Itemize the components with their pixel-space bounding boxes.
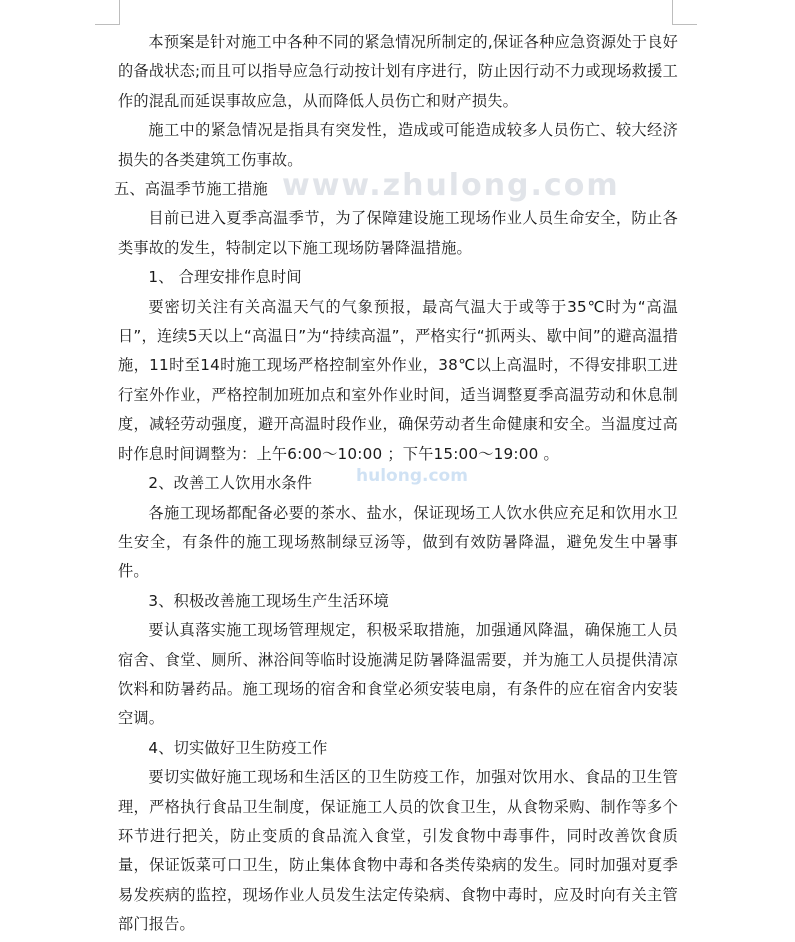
paragraph-drinking-water: 各施工现场都配备必要的茶水、盐水，保证现场工人饮水供应充足和饮用水卫生安全，有条件的施工现场熬制绿豆汤等，做到有效防暑降温，避免发生中暑事件。	[118, 503, 678, 581]
paragraph-hygiene: 要切实做好施工现场和生活区的卫生防疫工作，加强对饮用水、食品的卫生管理，严格执行食品卫生制度，保证施工人员的饮食卫生，从食物采购、制作等多个环节进行把关，防止变质的食品流入食堂，引发食物中毒事件，同时改善饮食质量，保证饭菜可口卫生，防止集体食物中毒和各类传染病的发生。同时加强对夏季易发疾病的监控，现场作业人员发生法定传染病、食物中毒时，应及时向有关主管部门报告。	[118, 768, 678, 934]
watermark-site-fragment: hulong.com	[356, 466, 468, 486]
paragraph-schedule: 要密切关注有关高温天气的气象预报，最高气温大于或等于35℃时为“高温日”，连续5天以上“高温日”为“持续高温”，严格实行“抓两头、歇中间”的避高温措施，11时至14时施工现场严格控制室外作业，38℃以上高温时，不得安排职工进行室外作业，严格控制加班加点和室外作业时间，适当调整夏季高温劳动和休息制度，减轻劳动强度，避开高温时段作业，确保劳动者生命健康和安全。当温度过高时作息时间调整为：上午6:00～10:00 ；下午15:00～19:00 。	[118, 297, 678, 463]
paragraph-living-environment: 要认真落实施工现场管理规定，积极采取措施，加强通风降温，确保施工人员宿舍、食堂、厕所、淋浴间等临时设施满足防暑降温需要，并为施工人员提供清凉饮料和防暑药品。施工现场的宿舍和食堂必须安装电扇，有条件的应在宿舍内安装空调。	[118, 621, 678, 728]
page-corner-marker-left	[95, 0, 120, 25]
page-corner-marker-right	[672, 0, 697, 25]
section-heading-high-temperature: 五、高温季节施工措施	[114, 180, 268, 199]
paragraph-summer-intro: 目前已进入夏季高温季节，为了保障建设施工现场作业人员生命安全，防止各类事故的发生，特制定以下施工现场防暑降温措施。	[118, 209, 678, 257]
subheading-drinking-water: 2、改善工人饮用水条件	[148, 474, 313, 493]
subheading-hygiene: 4、切实做好卫生防疫工作	[148, 738, 328, 757]
subheading-schedule: 1、 合理安排作息时间	[148, 268, 302, 287]
subheading-living-environment: 3、积极改善施工现场生产生活环境	[148, 591, 390, 610]
paragraph-plan-purpose: 本预案是针对施工中各种不同的紧急情况所制定的,保证各种应急资源处于良好的备战状态;而且可以指导应急行动按计划有序进行，防止因行动不力或现场救援工作的混乱而延误事故应急，从而降低人员伤亡和财产损失。	[118, 33, 678, 110]
document-body	[114, 28, 678, 940]
watermark-site-url: www.zhulong.com	[282, 168, 620, 203]
paragraph-emergency-definition: 施工中的紧急情况是指具有突发性，造成或可能造成较多人员伤亡、较大经济损失的各类建筑工伤事故。	[118, 121, 678, 169]
